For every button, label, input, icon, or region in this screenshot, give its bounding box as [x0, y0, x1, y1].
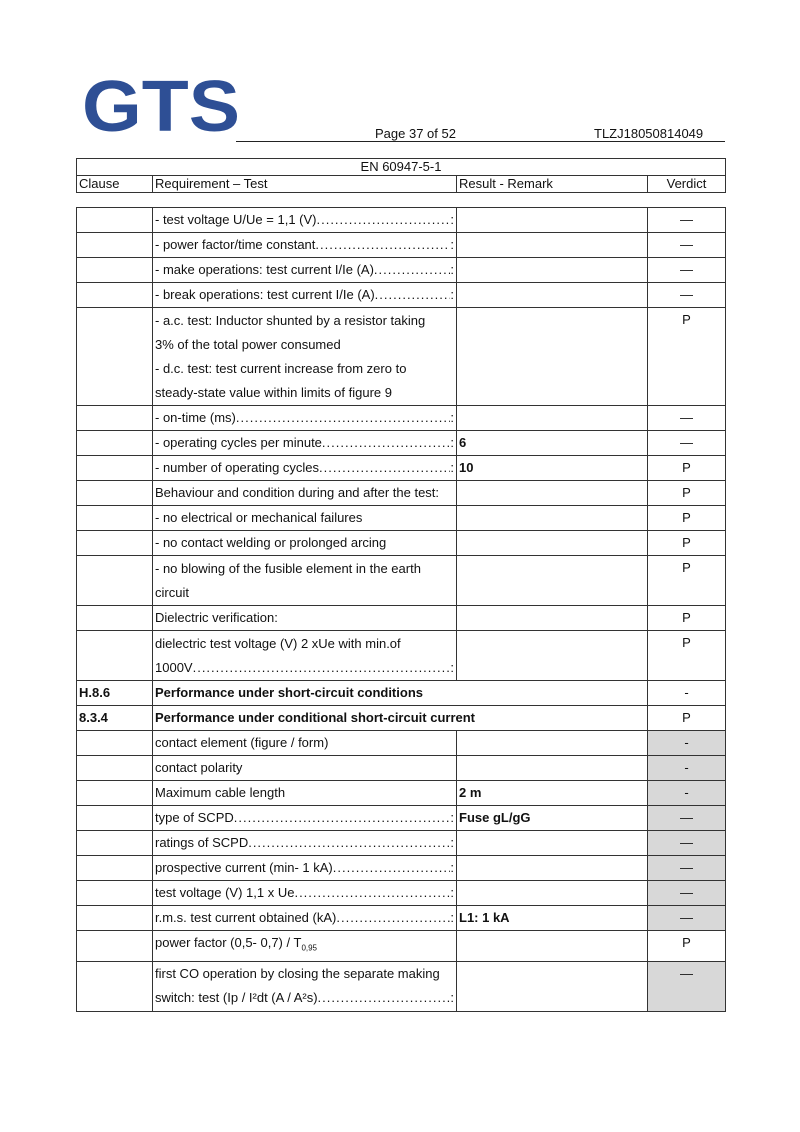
requirement-text: first CO operation by closing the separate making — [155, 966, 440, 982]
verdict-cell: P — [648, 481, 726, 506]
col-clause-header: Clause — [77, 176, 153, 193]
verdict-cell: — — [648, 208, 726, 233]
verdict-cell: — — [648, 283, 726, 308]
table-row: - number of operating cycles ..... : 10 P — [77, 456, 726, 481]
requirement-text: switch: test (Ip / I²dt (A / A²s) — [155, 990, 318, 1006]
table-row — [77, 781, 726, 806]
verdict-cell: — — [648, 258, 726, 283]
table-row — [77, 931, 726, 962]
result-cell — [457, 308, 648, 406]
table-row: prospective current (min- 1 kA) ..... : — — [77, 856, 726, 881]
table-row: - break operations: test current I/Ie (A) ..... : — — [77, 283, 726, 308]
result-cell: 6 — [457, 431, 648, 456]
result-cell — [457, 283, 648, 308]
requirement-text: 3% of the total power consumed — [155, 336, 341, 352]
header-rule — [236, 141, 725, 142]
table-row — [77, 606, 726, 631]
verdict-cell: — — [648, 856, 726, 881]
col-requirement-header: Requirement – Test — [153, 176, 457, 193]
result-cell — [457, 506, 648, 531]
requirement-text: type of SCPD — [155, 810, 234, 825]
table-row: first CO operation by closing the separate making switch: test (Ip / I²dt (A / A²s) ..... : — — [77, 961, 726, 1011]
result-cell — [457, 606, 648, 631]
table-row — [77, 531, 726, 556]
requirement-text: - make operations: test current I/Ie (A) — [155, 262, 374, 277]
result-cell: Fuse gL/gG — [457, 806, 648, 831]
verdict-cell: P — [648, 606, 726, 631]
verdict-cell: P — [648, 456, 726, 481]
result-cell — [457, 481, 648, 506]
section-title: Performance under short-circuit conditions — [153, 681, 648, 706]
table-row: type of SCPD ..... : Fuse gL/gG — — [77, 806, 726, 831]
table-row: test voltage (V) 1,1 x Ue ..... : — — [77, 881, 726, 906]
result-cell — [457, 406, 648, 431]
gts-logo — [82, 76, 242, 134]
requirement-text: test voltage (V) 1,1 x Ue — [155, 885, 295, 900]
page-number: Page 37 of 52 — [375, 126, 456, 141]
table-row: - make operations: test current I/Ie (A) ..... : — — [77, 258, 726, 283]
requirement-text: - power factor/time constant — [155, 237, 316, 252]
requirement-text: - no blowing of the fusible element in the earth — [155, 560, 421, 576]
table-row — [77, 731, 726, 756]
clause-number: 8.3.4 — [77, 706, 153, 731]
requirement-subscript: 0,95 — [301, 943, 318, 953]
result-cell — [457, 258, 648, 283]
verdict-cell: - — [648, 731, 726, 756]
verdict-cell: — — [648, 906, 726, 931]
requirement-text: contact element (figure / form) — [153, 731, 457, 756]
table-row: ratings of SCPD ..... : — — [77, 831, 726, 856]
requirement-text: - test voltage U/Ue = 1,1 (V) — [155, 212, 317, 227]
requirement-text: power factor (0,5- 0,7) / T — [155, 935, 302, 950]
verdict-cell: — — [648, 831, 726, 856]
result-cell — [457, 931, 648, 962]
result-cell — [457, 856, 648, 881]
table-row — [77, 506, 726, 531]
requirement-text: r.m.s. test current obtained (kA) — [155, 910, 337, 925]
result-cell: L1: 1 kA — [457, 906, 648, 931]
table-row — [77, 706, 726, 731]
requirement-text: - no electrical or mechanical failures — [153, 506, 457, 531]
verdict-cell: — — [648, 233, 726, 258]
requirement-text: - no contact welding or prolonged arcing — [153, 531, 457, 556]
table-row: dielectric test voltage (V) 2 xUe with min.of 1000V ..... : P — [77, 631, 726, 681]
requirement-text: - on-time (ms) — [155, 410, 236, 425]
requirement-text: ratings of SCPD — [155, 835, 249, 850]
requirement-text: - operating cycles per minute — [155, 435, 322, 450]
requirement-text: dielectric test voltage (V) 2 xUe with min.of — [155, 635, 401, 651]
requirement-text: circuit — [155, 584, 189, 600]
standard-title: EN 60947-5-1 — [77, 159, 726, 176]
verdict-cell: - — [648, 781, 726, 806]
verdict-cell: P — [648, 556, 726, 606]
result-cell — [457, 556, 648, 606]
table-header — [76, 158, 726, 193]
requirement-text: Dielectric verification: — [153, 606, 457, 631]
table-row: - on-time (ms) ..... : — — [77, 406, 726, 431]
section-title: Performance under conditional short-circuit current — [153, 706, 648, 731]
result-cell — [457, 631, 648, 681]
requirement-text: - d.c. test: test current increase from zero to — [155, 360, 407, 376]
table-row — [77, 481, 726, 506]
table-row: r.m.s. test current obtained (kA) ..... : L1: 1 kA — — [77, 906, 726, 931]
requirement-text: contact polarity — [153, 756, 457, 781]
requirement-text: prospective current (min- 1 kA) — [155, 860, 333, 875]
verdict-cell: - — [648, 681, 726, 706]
result-cell — [457, 531, 648, 556]
verdict-cell: P — [648, 931, 726, 962]
table-row — [77, 681, 726, 706]
verdict-cell: — — [648, 806, 726, 831]
verdict-cell: P — [648, 706, 726, 731]
verdict-cell: — — [648, 431, 726, 456]
result-cell — [457, 961, 648, 1011]
clause-number: H.8.6 — [77, 681, 153, 706]
verdict-cell: P — [648, 308, 726, 406]
table-row: - power factor/time constant ..... : — — [77, 233, 726, 258]
col-verdict-header: Verdict — [648, 176, 726, 193]
table-row — [77, 308, 726, 406]
result-cell — [457, 881, 648, 906]
requirement-text: - break operations: test current I/Ie (A) — [155, 287, 375, 302]
report-number: TLZJ18050814049 — [594, 126, 704, 141]
requirement-text: steady-state value within limits of figure 9 — [155, 384, 392, 400]
result-cell — [457, 233, 648, 258]
table-row: - test voltage U/Ue = 1,1 (V) ..... : — — [77, 208, 726, 233]
verdict-cell: — — [648, 881, 726, 906]
requirement-text: Maximum cable length — [153, 781, 457, 806]
result-cell — [457, 756, 648, 781]
verdict-cell: P — [648, 631, 726, 681]
result-cell: 2 m — [457, 781, 648, 806]
result-cell — [457, 731, 648, 756]
table-row: - operating cycles per minute ..... : 6 — — [77, 431, 726, 456]
col-result-header: Result - Remark — [457, 176, 648, 193]
table-row — [77, 756, 726, 781]
verdict-cell: — — [648, 406, 726, 431]
table-row — [77, 556, 726, 606]
verdict-cell: - — [648, 756, 726, 781]
result-cell — [457, 831, 648, 856]
result-cell: 10 — [457, 456, 648, 481]
test-table — [76, 207, 726, 1012]
result-cell — [457, 208, 648, 233]
verdict-cell: P — [648, 506, 726, 531]
verdict-cell: — — [648, 961, 726, 1011]
svg-text:GTS: GTS — [82, 76, 240, 134]
requirement-text: Behaviour and condition during and after the test: — [153, 481, 457, 506]
requirement-text: - a.c. test: Inductor shunted by a resistor taking — [155, 312, 426, 328]
requirement-text: 1000V — [155, 659, 193, 675]
verdict-cell: P — [648, 531, 726, 556]
requirement-text: - number of operating cycles — [155, 460, 320, 475]
